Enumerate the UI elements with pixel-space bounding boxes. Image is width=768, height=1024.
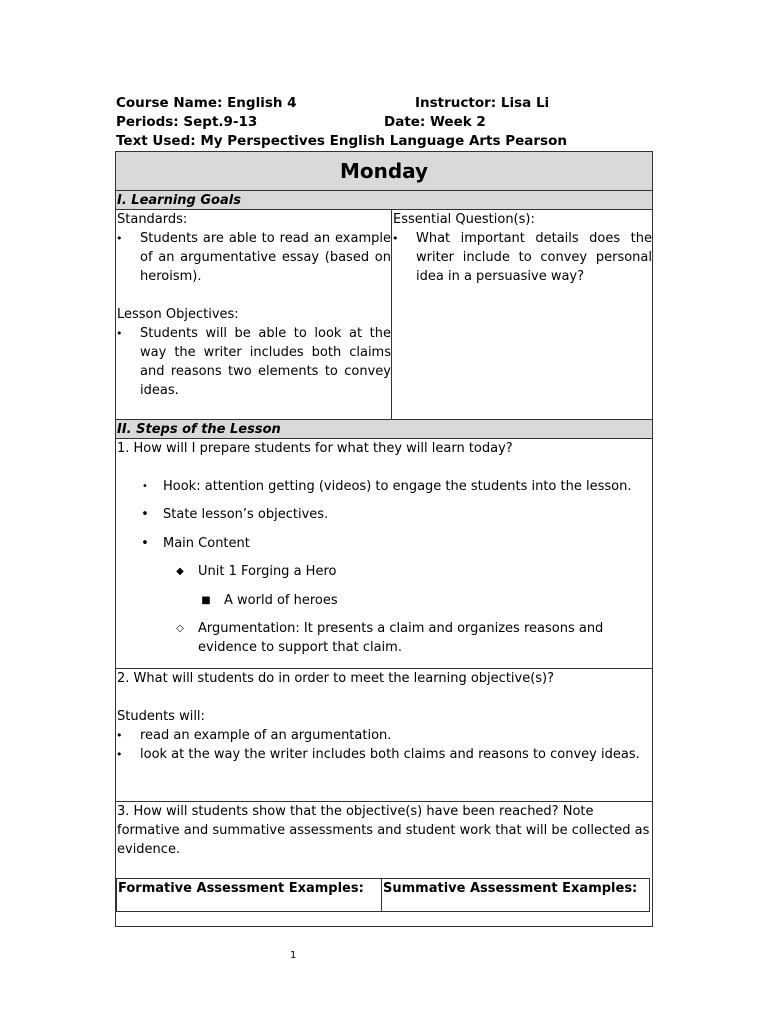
page-number: 1	[290, 950, 297, 961]
standards-cell	[116, 210, 392, 419]
text-used: Text Used: My Perspectives English Language Arts Pearson	[116, 133, 567, 149]
diamond-icon: ◆	[176, 566, 184, 577]
essential-list	[393, 229, 652, 286]
objective-item: • Students will be able to look at the way the writer includes both claims and reasons two elements to convey ideas.	[117, 324, 391, 400]
students-will-item: • look at the way the writer includes both claims and reasons to convey ideas.	[117, 745, 651, 764]
assessment-table	[116, 878, 650, 912]
bullet-icon: •	[141, 507, 149, 522]
main-content-item: • Main Content	[163, 534, 643, 553]
essential-questions-cell	[392, 210, 652, 419]
course-name: Course Name: English 4	[116, 95, 297, 111]
formative-assessment-cell: Formative Assessment Examples:	[116, 879, 382, 911]
q3-text: 3. How will students show that the objective(s) have been reached? Note formative and summative assessments and student work that will be collected as evidence.	[117, 804, 650, 857]
bullet-icon: •	[142, 481, 148, 492]
lesson-plan-table	[115, 151, 653, 927]
steps-q2-cell	[116, 669, 652, 802]
diamond-outline-icon: ◇	[176, 623, 184, 634]
square-icon: ■	[201, 595, 211, 606]
argumentation-item: ◇ Argumentation: It presents a claim and organizes reasons and evidence to support that claim.	[198, 619, 618, 657]
learning-goals-heading: I. Learning Goals	[116, 191, 652, 210]
standards-label: Standards:	[117, 212, 188, 227]
q1-text: 1. How will I prepare students for what they will learn today?	[117, 441, 513, 456]
steps-q3-cell	[116, 802, 652, 926]
steps-heading: II. Steps of the Lesson	[116, 420, 652, 439]
day-title: Monday	[116, 152, 652, 191]
students-will-list	[117, 726, 651, 764]
standards-list	[117, 229, 391, 286]
steps-q1-cell	[116, 439, 652, 669]
students-will-label: Students will:	[117, 709, 205, 724]
objectives-list	[117, 324, 391, 400]
world-item: ■ A world of heroes	[224, 591, 624, 610]
summative-assessment-cell: Summative Assessment Examples:	[382, 879, 650, 911]
objectives-label: Lesson Objectives:	[117, 307, 239, 322]
hook-item: • Hook: attention getting (videos) to engage the students into the lesson.	[163, 477, 643, 496]
periods: Periods: Sept.9-13	[116, 114, 258, 130]
bullet-icon: •	[141, 536, 149, 551]
essential-label: Essential Question(s):	[393, 212, 535, 227]
unit-item: ◆ Unit 1 Forging a Hero	[198, 562, 638, 581]
learning-goals-row	[116, 210, 652, 420]
students-will-item: • read an example of an argumentation.	[117, 726, 651, 745]
essential-item: • What important details does the writer include to convey personal idea in a persuasive way?	[393, 229, 652, 286]
date: Date: Week 2	[384, 114, 486, 130]
q2-text: 2. What will students do in order to meet the learning objective(s)?	[117, 671, 555, 686]
state-item: • State lesson’s objectives.	[163, 505, 643, 524]
instructor: Instructor: Lisa Li	[415, 95, 550, 111]
standard-item: • Students are able to read an example of an argumentative essay (based on heroism).	[117, 229, 391, 286]
